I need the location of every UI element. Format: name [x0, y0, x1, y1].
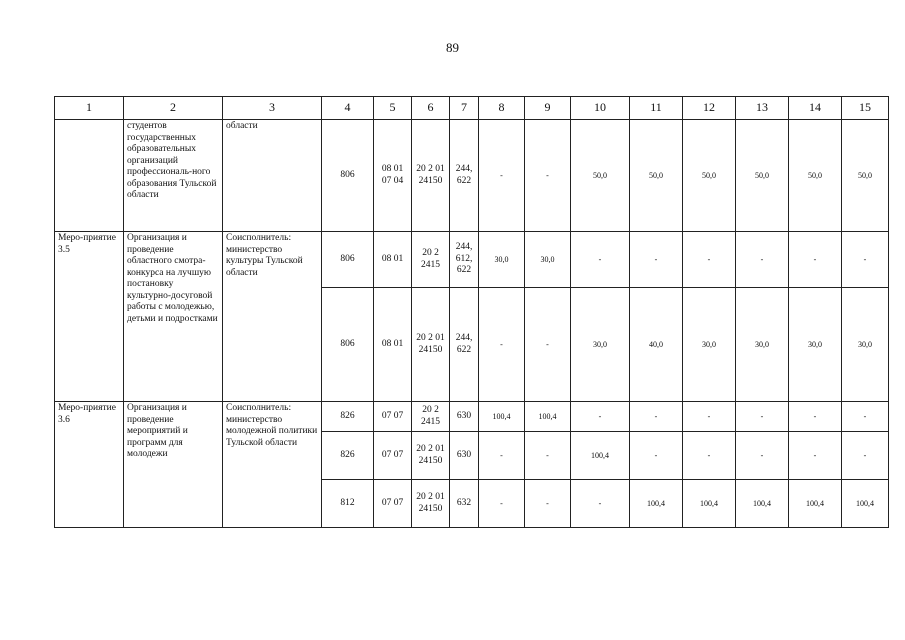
executor-cell: области [223, 120, 322, 232]
executor-cell: Соисполнитель: министерство культуры Тульской области [223, 232, 322, 402]
value-cell: 30,0 [842, 288, 889, 402]
code-cell: 20 2 01 24150 [412, 432, 450, 480]
description-cell: Организация и проведение областного смотра-конкурса на лучшую постановку культурно-досуговой работы с молодежью, детьми и подростками [124, 232, 223, 402]
code-cell: 20 2 2415 [412, 402, 450, 432]
page-number: 89 [446, 40, 459, 55]
value-cell: - [525, 288, 571, 402]
value-cell: - [479, 480, 525, 528]
value-cell: - [479, 288, 525, 402]
value-cell: - [630, 402, 683, 432]
table-row [55, 402, 889, 432]
column-header: 5 [374, 97, 412, 120]
code-cell: 806 [322, 288, 374, 402]
value-cell: 30,0 [683, 288, 736, 402]
value-cell: - [525, 120, 571, 232]
value-cell: - [683, 232, 736, 288]
value-cell: - [789, 402, 842, 432]
value-cell: 50,0 [630, 120, 683, 232]
value-cell: - [525, 480, 571, 528]
table-header-row [55, 97, 889, 120]
budget-table [54, 96, 889, 528]
code-cell: 08 01 [374, 232, 412, 288]
value-cell: 30,0 [525, 232, 571, 288]
code-cell: 806 [322, 120, 374, 232]
activity-cell [55, 120, 124, 232]
column-header: 8 [479, 97, 525, 120]
value-cell: - [479, 120, 525, 232]
code-cell: 806 [322, 232, 374, 288]
code-cell: 07 07 [374, 402, 412, 432]
column-header: 7 [450, 97, 479, 120]
value-cell: - [571, 232, 630, 288]
value-cell: - [479, 432, 525, 480]
column-header: 2 [124, 97, 223, 120]
code-cell: 20 2 01 24150 [412, 288, 450, 402]
code-cell: 20 2 2415 [412, 232, 450, 288]
value-cell: 100,4 [525, 402, 571, 432]
column-header: 4 [322, 97, 374, 120]
value-cell: - [789, 232, 842, 288]
column-header: 3 [223, 97, 322, 120]
executor-cell: Соисполнитель: министерство молодежной политики Тульской области [223, 402, 322, 528]
description-cell: студентов государственных образовательных организаций профессиональ-ного образования Тульской области [124, 120, 223, 232]
value-cell: - [571, 480, 630, 528]
value-cell: - [842, 432, 889, 480]
code-cell: 244, 612, 622 [450, 232, 479, 288]
code-cell: 20 2 01 24150 [412, 480, 450, 528]
code-cell: 826 [322, 402, 374, 432]
column-header: 12 [683, 97, 736, 120]
value-cell: 100,4 [479, 402, 525, 432]
value-cell: 100,4 [736, 480, 789, 528]
code-cell: 632 [450, 480, 479, 528]
value-cell: - [736, 232, 789, 288]
code-cell: 07 07 [374, 480, 412, 528]
value-cell: 100,4 [571, 432, 630, 480]
value-cell: 50,0 [736, 120, 789, 232]
value-cell: 50,0 [842, 120, 889, 232]
code-cell: 244, 622 [450, 288, 479, 402]
code-cell: 826 [322, 432, 374, 480]
value-cell: 30,0 [571, 288, 630, 402]
table-row [55, 232, 889, 288]
activity-cell: Меро-приятие 3.6 [55, 402, 124, 528]
column-header: 15 [842, 97, 889, 120]
column-header: 6 [412, 97, 450, 120]
value-cell: - [630, 232, 683, 288]
column-header: 9 [525, 97, 571, 120]
code-cell: 20 2 01 24150 [412, 120, 450, 232]
description-cell: Организация и проведение мероприятий и программ для молодежи [124, 402, 223, 528]
value-cell: - [683, 402, 736, 432]
value-cell: 100,4 [789, 480, 842, 528]
activity-cell: Меро-приятие 3.5 [55, 232, 124, 402]
value-cell: 100,4 [683, 480, 736, 528]
column-header: 1 [55, 97, 124, 120]
value-cell: 100,4 [630, 480, 683, 528]
value-cell: 100,4 [842, 480, 889, 528]
value-cell: - [842, 232, 889, 288]
code-cell: 07 07 [374, 432, 412, 480]
code-cell: 08 01 07 04 [374, 120, 412, 232]
table-row [55, 120, 889, 232]
column-header: 10 [571, 97, 630, 120]
column-header: 14 [789, 97, 842, 120]
value-cell: - [736, 432, 789, 480]
value-cell: 30,0 [736, 288, 789, 402]
value-cell: 50,0 [789, 120, 842, 232]
value-cell: - [683, 432, 736, 480]
value-cell: - [630, 432, 683, 480]
value-cell: - [525, 432, 571, 480]
value-cell: 30,0 [789, 288, 842, 402]
column-header: 13 [736, 97, 789, 120]
value-cell: 50,0 [683, 120, 736, 232]
column-header: 11 [630, 97, 683, 120]
code-cell: 08 01 [374, 288, 412, 402]
code-cell: 630 [450, 402, 479, 432]
code-cell: 812 [322, 480, 374, 528]
value-cell: 50,0 [571, 120, 630, 232]
value-cell: - [789, 432, 842, 480]
value-cell: - [571, 402, 630, 432]
value-cell: - [736, 402, 789, 432]
value-cell: - [842, 402, 889, 432]
code-cell: 630 [450, 432, 479, 480]
value-cell: 30,0 [479, 232, 525, 288]
value-cell: 40,0 [630, 288, 683, 402]
code-cell: 244, 622 [450, 120, 479, 232]
